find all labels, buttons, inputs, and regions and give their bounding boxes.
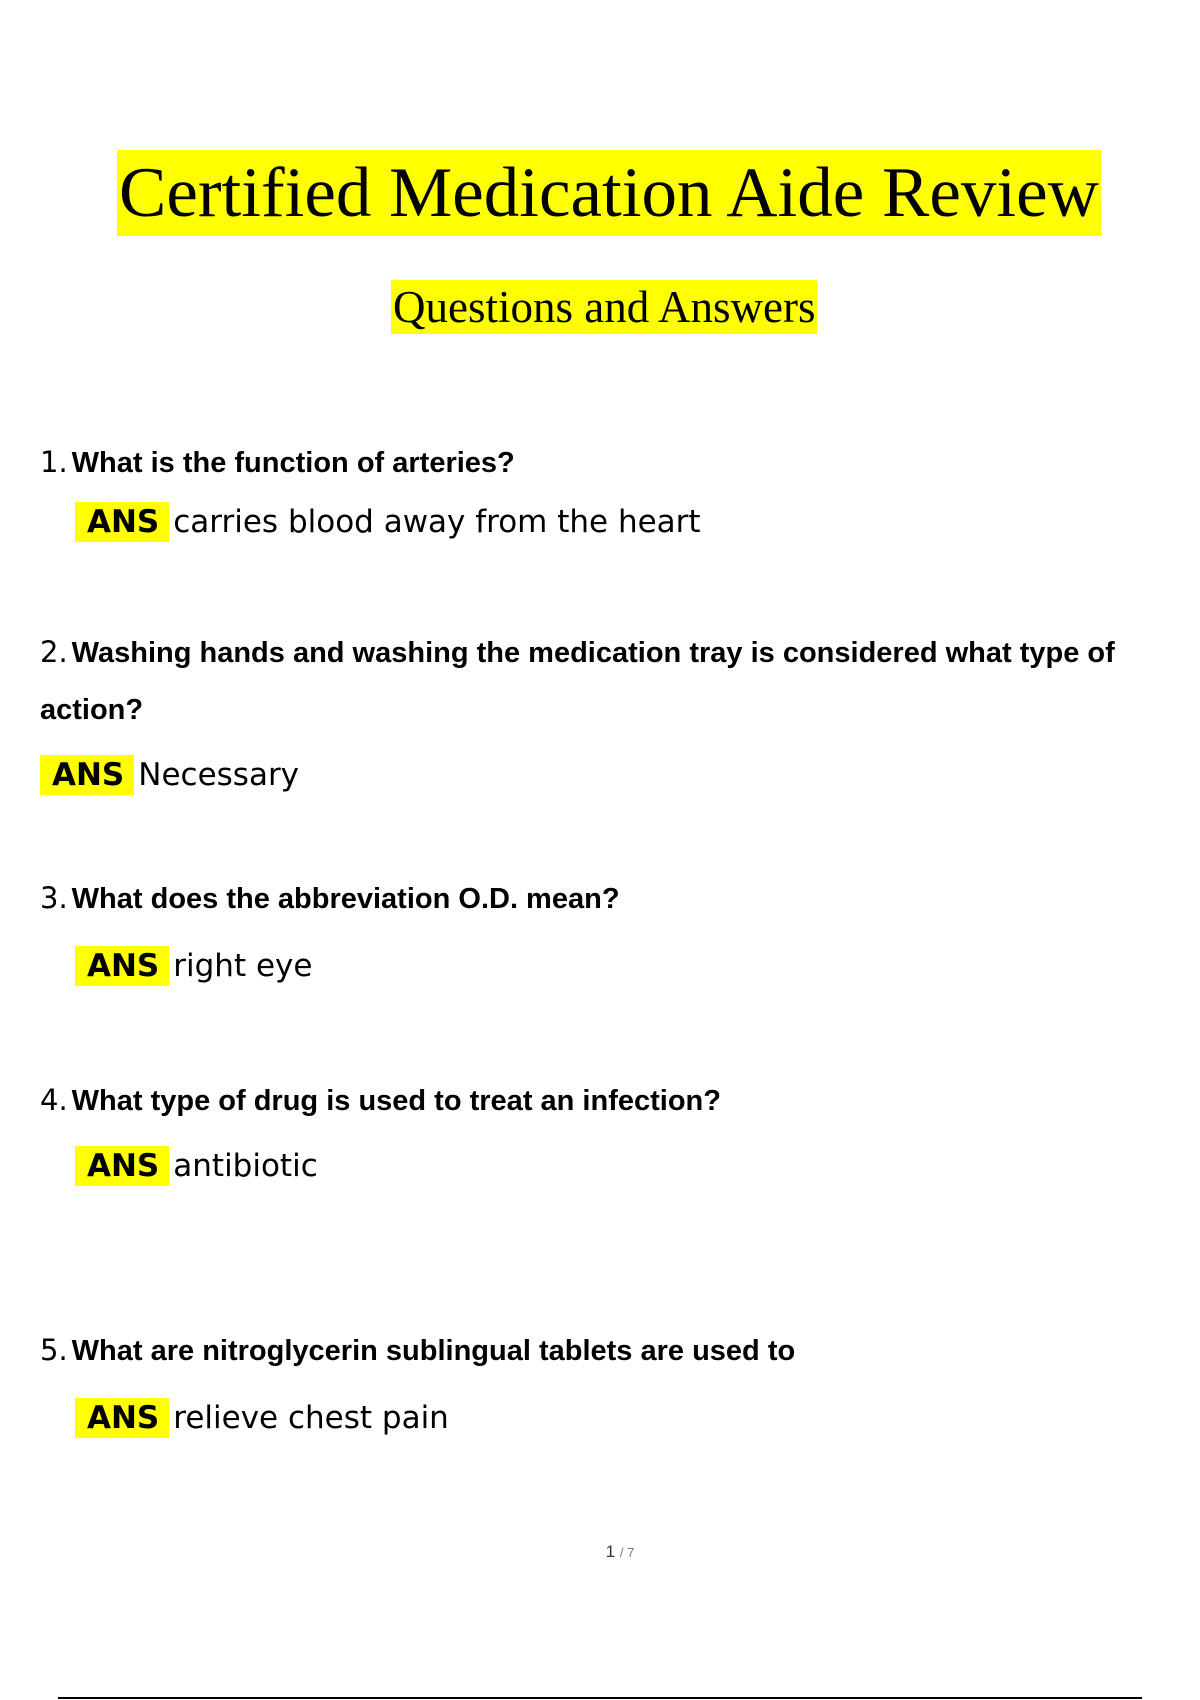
answer-1 xyxy=(75,502,701,542)
question-number: 1. xyxy=(40,445,68,479)
question-text: What are nitroglycerin sublingual tablets are used to xyxy=(71,1335,796,1367)
answer-5 xyxy=(75,1398,449,1438)
answer-text: antibiotic xyxy=(173,1148,318,1184)
answer-text: Necessary xyxy=(138,757,300,793)
ans-label: ANS xyxy=(75,946,169,986)
page-total: / 7 xyxy=(619,1545,635,1560)
answer-3 xyxy=(75,946,312,986)
question-1 xyxy=(40,434,1120,492)
page-divider xyxy=(58,1697,1142,1699)
question-number: 5. xyxy=(40,1333,68,1367)
page-indicator xyxy=(0,1542,1200,1562)
question-text: Washing hands and washing the medication tray is considered what type of action? xyxy=(40,637,1115,726)
answer-text: right eye xyxy=(173,948,313,984)
ans-label: ANS xyxy=(75,1146,169,1186)
ans-label: ANS xyxy=(75,502,169,542)
question-5 xyxy=(40,1322,1120,1380)
question-text: What does the abbreviation O.D. mean? xyxy=(71,883,620,915)
ans-label: ANS xyxy=(75,1398,169,1438)
question-3 xyxy=(40,870,1120,928)
page-current: 1 xyxy=(605,1542,616,1561)
question-number: 4. xyxy=(40,1083,68,1117)
ans-label: ANS xyxy=(40,755,134,795)
answer-2 xyxy=(40,755,299,795)
document-subtitle: Questions and Answers xyxy=(393,282,816,332)
question-2 xyxy=(40,624,1120,739)
answer-text: carries blood away from the heart xyxy=(173,504,701,540)
answer-text: relieve chest pain xyxy=(173,1400,449,1436)
document-title: Certified Medication Aide Review xyxy=(117,150,1101,236)
answer-4 xyxy=(75,1146,318,1186)
question-number: 3. xyxy=(40,881,68,915)
question-number: 2. xyxy=(40,635,68,669)
question-text: What type of drug is used to treat an infection? xyxy=(71,1085,721,1117)
question-text: What is the function of arteries? xyxy=(71,447,515,479)
question-4 xyxy=(40,1072,1120,1130)
